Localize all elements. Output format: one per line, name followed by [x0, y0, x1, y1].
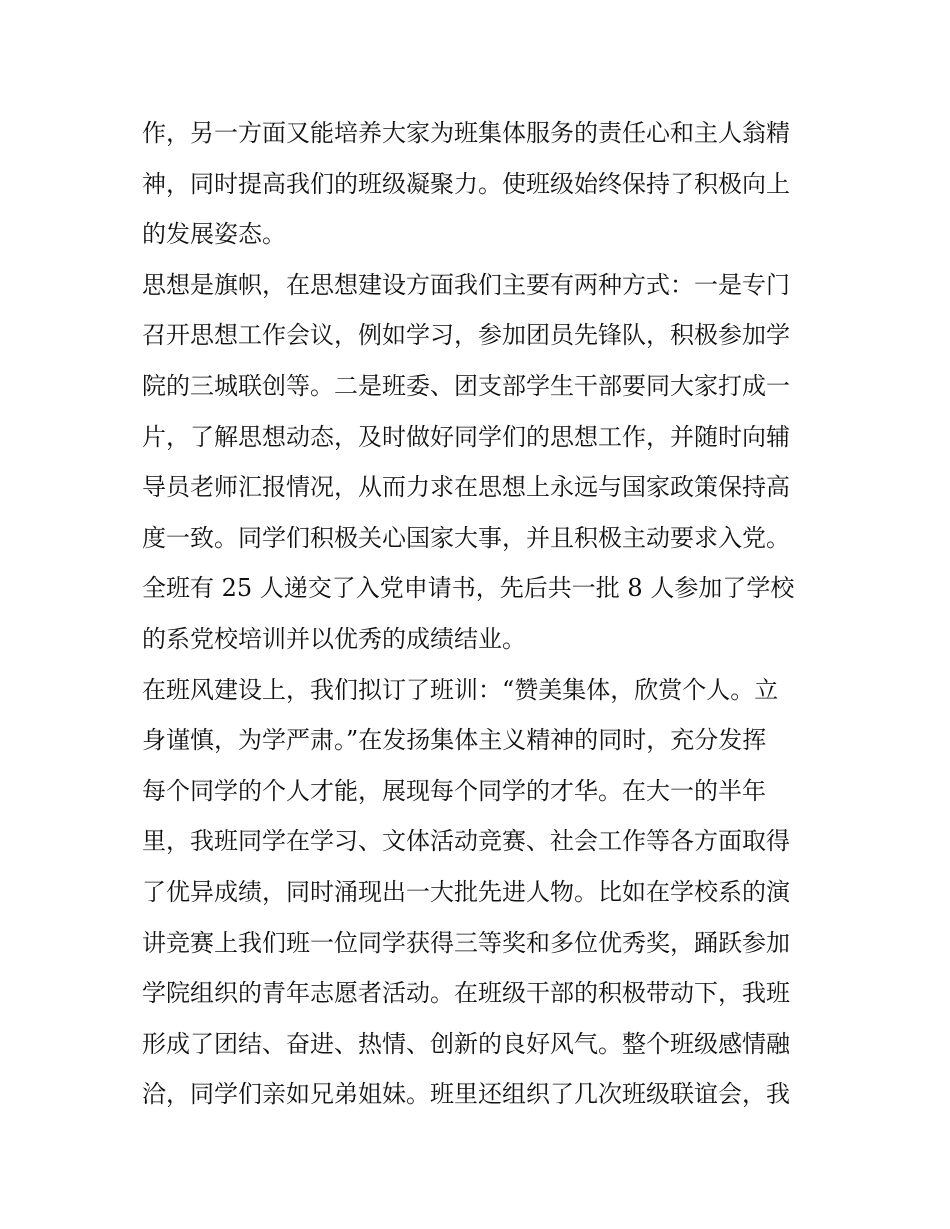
- text-line: 片，了解思想动态，及时做好同学们的思想工作，并随时向辅: [142, 422, 790, 451]
- text-line: 洽，同学们亲如兄弟姐妹。班里还组织了几次班级联谊会，我: [142, 1080, 790, 1109]
- text-line: 全班有 25 人递交了入党申请书，先后共一批 8 人参加了学校: [142, 574, 795, 603]
- text-line: 形成了团结、奋进、热情、创新的良好风气。整个班级感情融: [142, 1029, 790, 1058]
- text-line: 里，我班同学在学习、文体活动竞赛、社会工作等各方面取得: [142, 827, 790, 856]
- text-line: 院的三城联创等。二是班委、团支部学生干部要同大家打成一: [142, 371, 790, 400]
- text-line: 的发展姿态。: [142, 220, 286, 249]
- text-line: 的系党校培训并以优秀的成绩结业。: [142, 624, 526, 653]
- text-line: 召开思想工作会议，例如学习，参加团员先锋队，积极参加学: [142, 321, 790, 350]
- body-text: [142, 108, 822, 1120]
- text-line: 在班风建设上，我们拟订了班训：“赞美集体，欣赏个人。立: [142, 675, 779, 704]
- text-line: 学院组织的青年志愿者活动。在班级干部的积极带动下，我班: [142, 979, 790, 1008]
- text-line: 神，同时提高我们的班级凝聚力。使班级始终保持了积极向上: [142, 169, 790, 198]
- text-line: 每个同学的个人才能，展现每个同学的才华。在大一的半年: [142, 776, 766, 805]
- text-line: 讲竞赛上我们班一位同学获得三等奖和多位优秀奖，踊跃参加: [142, 928, 790, 957]
- text-line: 身谨慎，为学严肃。”在发扬集体主义精神的同时，充分发挥: [142, 726, 767, 755]
- text-line: 度一致。同学们积极关心国家大事，并且积极主动要求入党。: [142, 523, 790, 552]
- text-line: 导员老师汇报情况，从而力求在思想上永远与国家政策保持高: [142, 473, 790, 502]
- text-line: 思想是旗帜，在思想建设方面我们主要有两种方式：一是专门: [142, 270, 790, 299]
- text-line: 作，另一方面又能培养大家为班集体服务的责任心和主人翁精: [142, 119, 790, 147]
- text-line: 了优异成绩，同时涌现出一大批先进人物。比如在学校系的演: [142, 877, 790, 906]
